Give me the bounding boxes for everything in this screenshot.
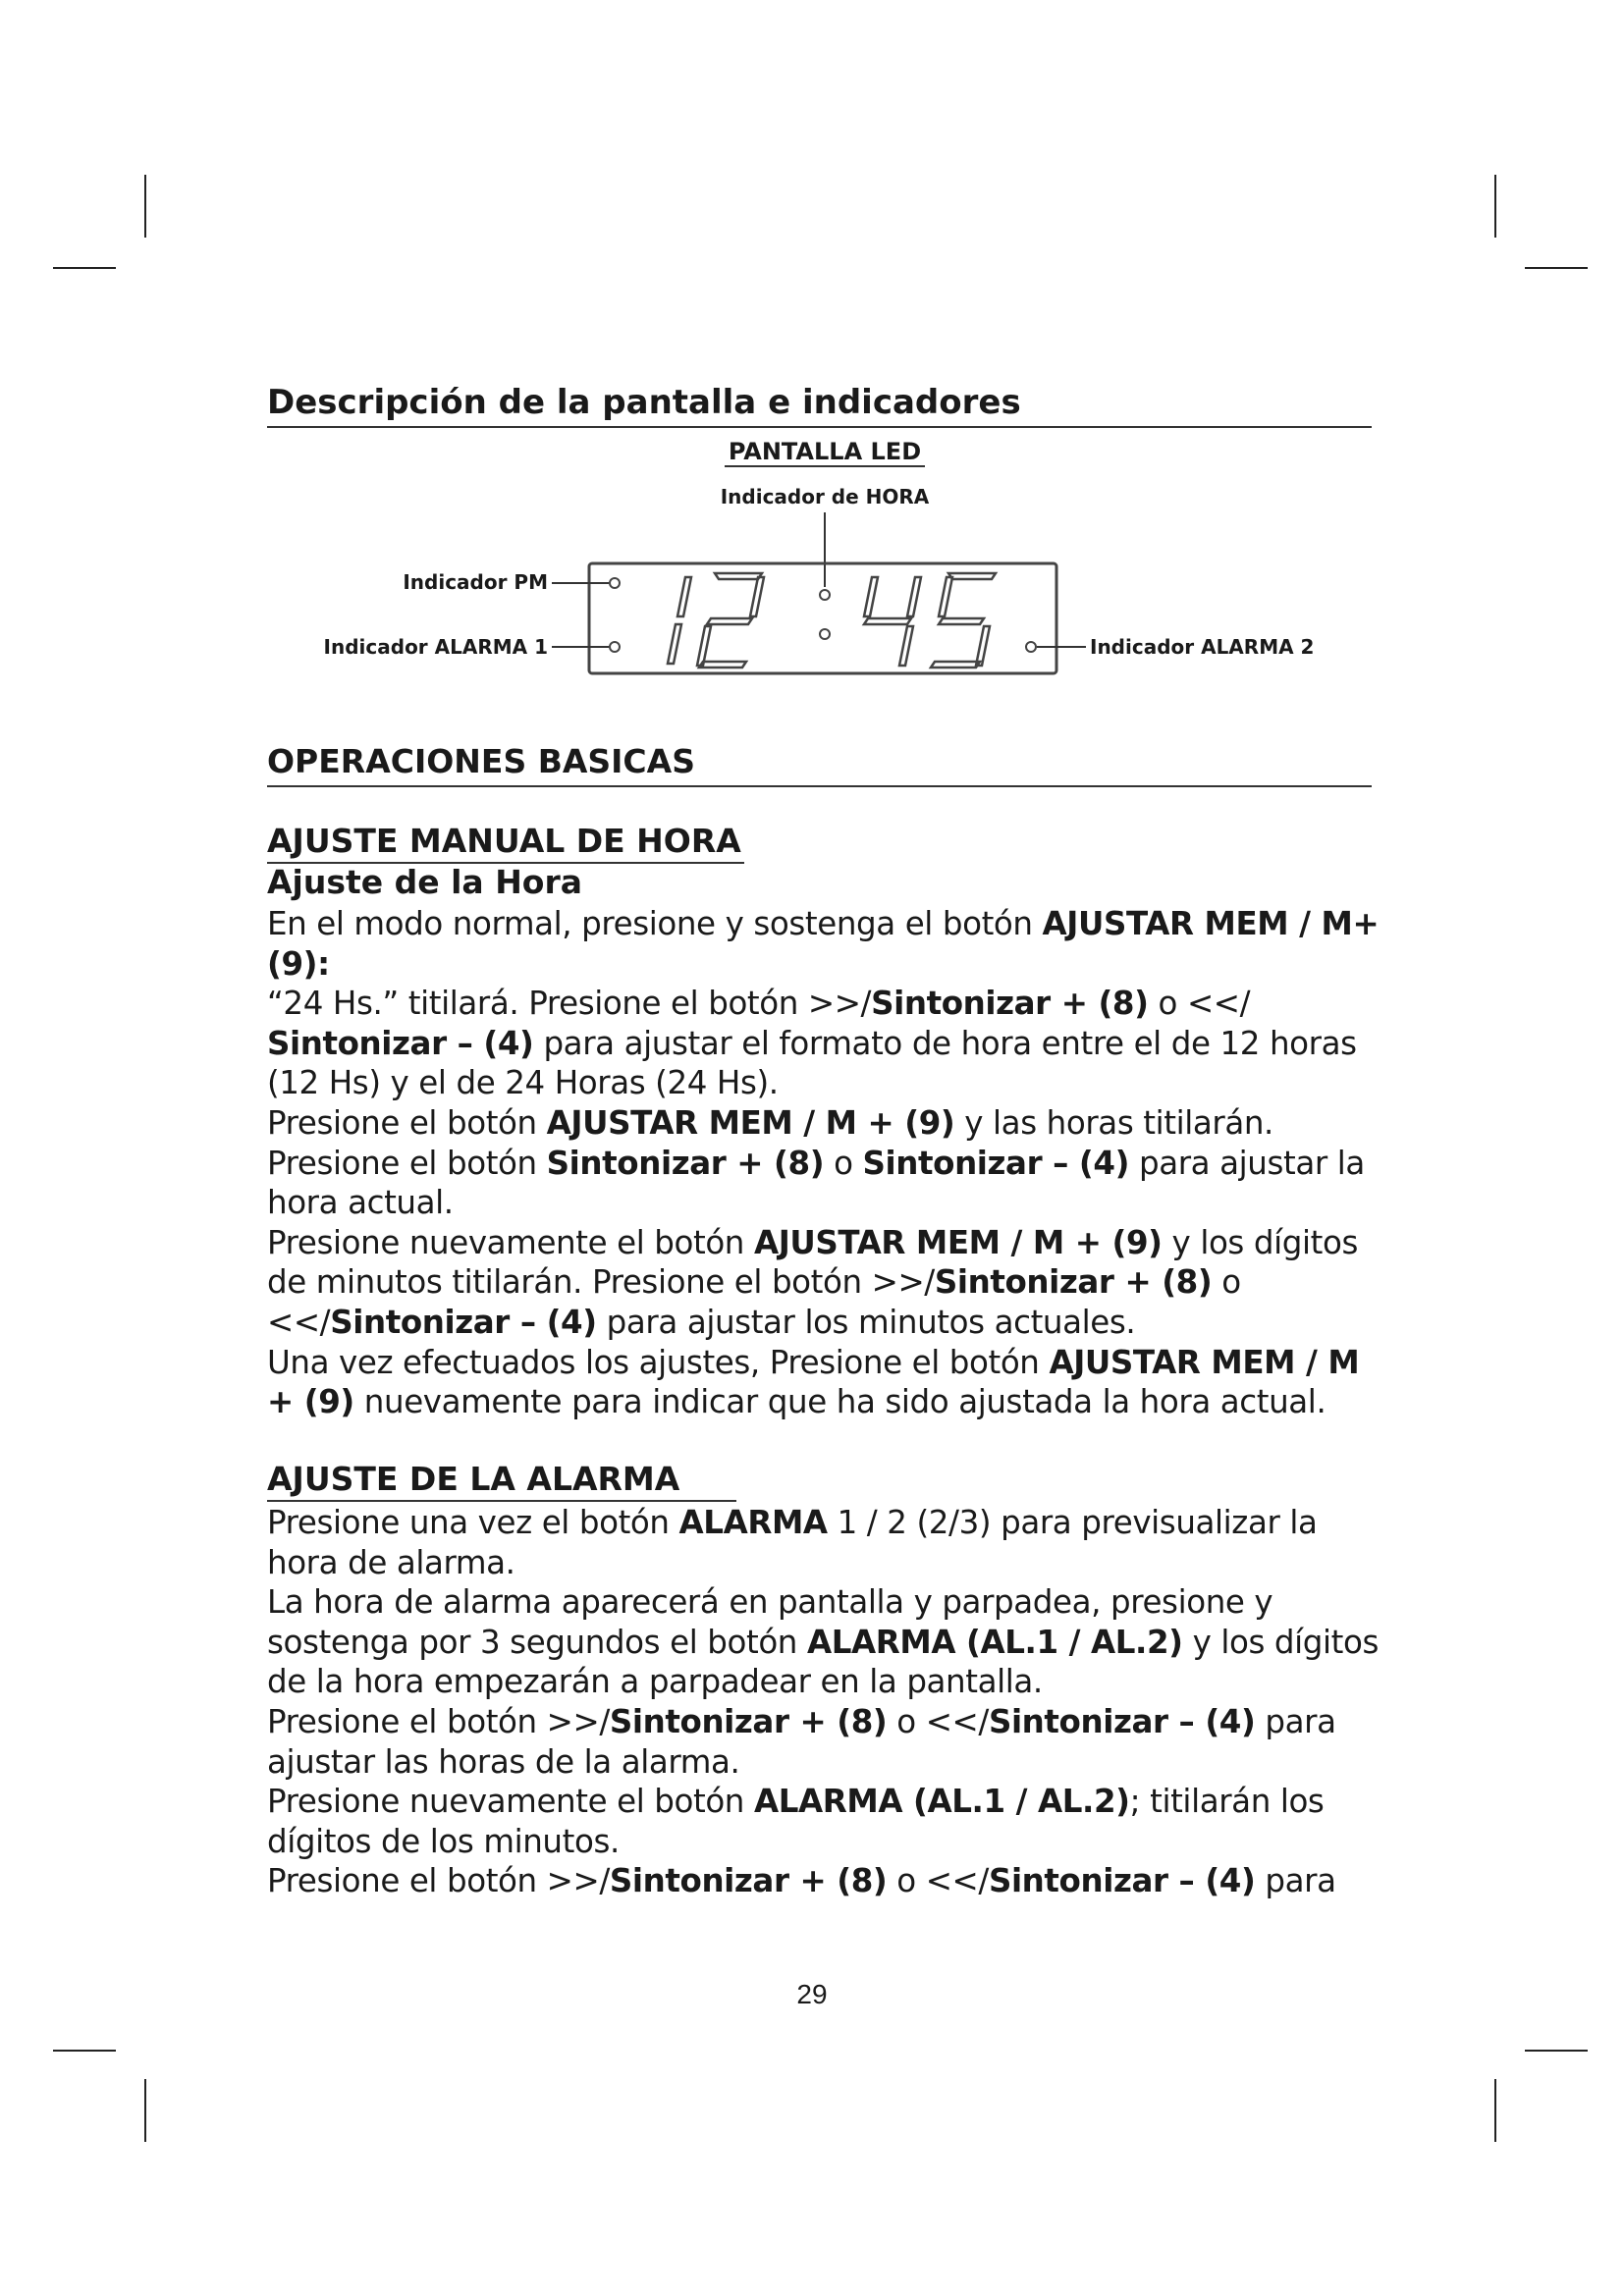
subsection-title-alarm: AJUSTE DE LA ALARMA [267, 1461, 736, 1502]
led-display-diagram [295, 432, 1375, 687]
section-title-operations: OPERACIONES BASICAS [267, 742, 1372, 787]
label-alarma2-indicator: Indicador ALARMA 2 [1090, 635, 1315, 659]
label-hora-indicator: Indicador de HORA [720, 485, 930, 508]
crop-mark [53, 267, 116, 269]
colon-dot-top [820, 590, 830, 600]
label-alarma1-indicator: Indicador ALARMA 1 [323, 635, 548, 659]
alarma2-indicator-dot [1026, 642, 1036, 652]
subsection-subtitle-time: Ajuste de la Hora [267, 863, 583, 901]
digit-2 [697, 573, 764, 667]
label-pm-indicator: Indicador PM [403, 570, 548, 594]
crop-mark [1525, 2050, 1588, 2052]
colon-dot-bottom [820, 629, 830, 639]
crop-mark [144, 2079, 146, 2142]
digit-1 [668, 577, 691, 664]
pm-indicator-dot [610, 578, 620, 588]
section-title-display: Descripción de la pantalla e indicadores [267, 383, 1372, 428]
alarma1-indicator-dot [610, 642, 620, 652]
alarm-instructions: Presione una vez el botón ALARMA 1 / 2 (2/3) para previsualizar la hora de alarma. La hora de alarma aparecerá en pantalla y parpadea, presione y sostenga por 3 segundos el botón ALARMA (AL.1 / AL.2) y los dígitos de la hora empezarán a parpadear en la pantalla. Presione el botón >>/Sintonizar + (8) o <</Sintonizar – (4) para ajustar las horas de la alarma. Presione nuevamente el botón ALARMA (AL.1 / AL.2); titilarán los dígitos de los minutos. Presione el botón >>/Sintonizar + (8) o <</Sintonizar – (4) para [267, 1504, 1379, 1900]
crop-mark [53, 2050, 116, 2052]
crop-mark [1494, 2079, 1496, 2142]
manual-time-instructions: En el modo normal, presione y sostenga el botón AJUSTAR MEM / M+ (9): “24 Hs.” titilará. Presione el botón >>/Sintonizar + (8) o <</ Sintonizar – (4) para ajustar el formato de hora entre el de 12 horas (12 Hs) y el de 24 Horas (24 Hs). Presione el botón AJUSTAR MEM / M + (9) y las horas titilarán. Presione el botón Sintonizar + (8) o Sintonizar – (4) para ajustar la hora actual. Presione nuevamente el botón AJUSTAR MEM / M + (9) y los dígitos de minutos titilarán. Presione el botón >>/Sintonizar + (8) o <</Sintonizar – (4) para ajustar los minutos actuales. Una vez efectuados los ajustes, Presione el botón AJUSTAR MEM / M + (9) nuevamente para indicar que ha sido ajustada la hora actual. [267, 905, 1380, 1421]
subsection-title-manual-time: AJUSTE MANUAL DE HORA [267, 823, 744, 864]
crop-mark [1525, 267, 1588, 269]
digit-4 [864, 577, 921, 666]
crop-mark [1494, 175, 1496, 238]
led-heading: PANTALLA LED [728, 438, 922, 465]
crop-mark [144, 175, 146, 238]
page-number: 29 [796, 1979, 828, 2009]
digit-5 [931, 573, 996, 667]
